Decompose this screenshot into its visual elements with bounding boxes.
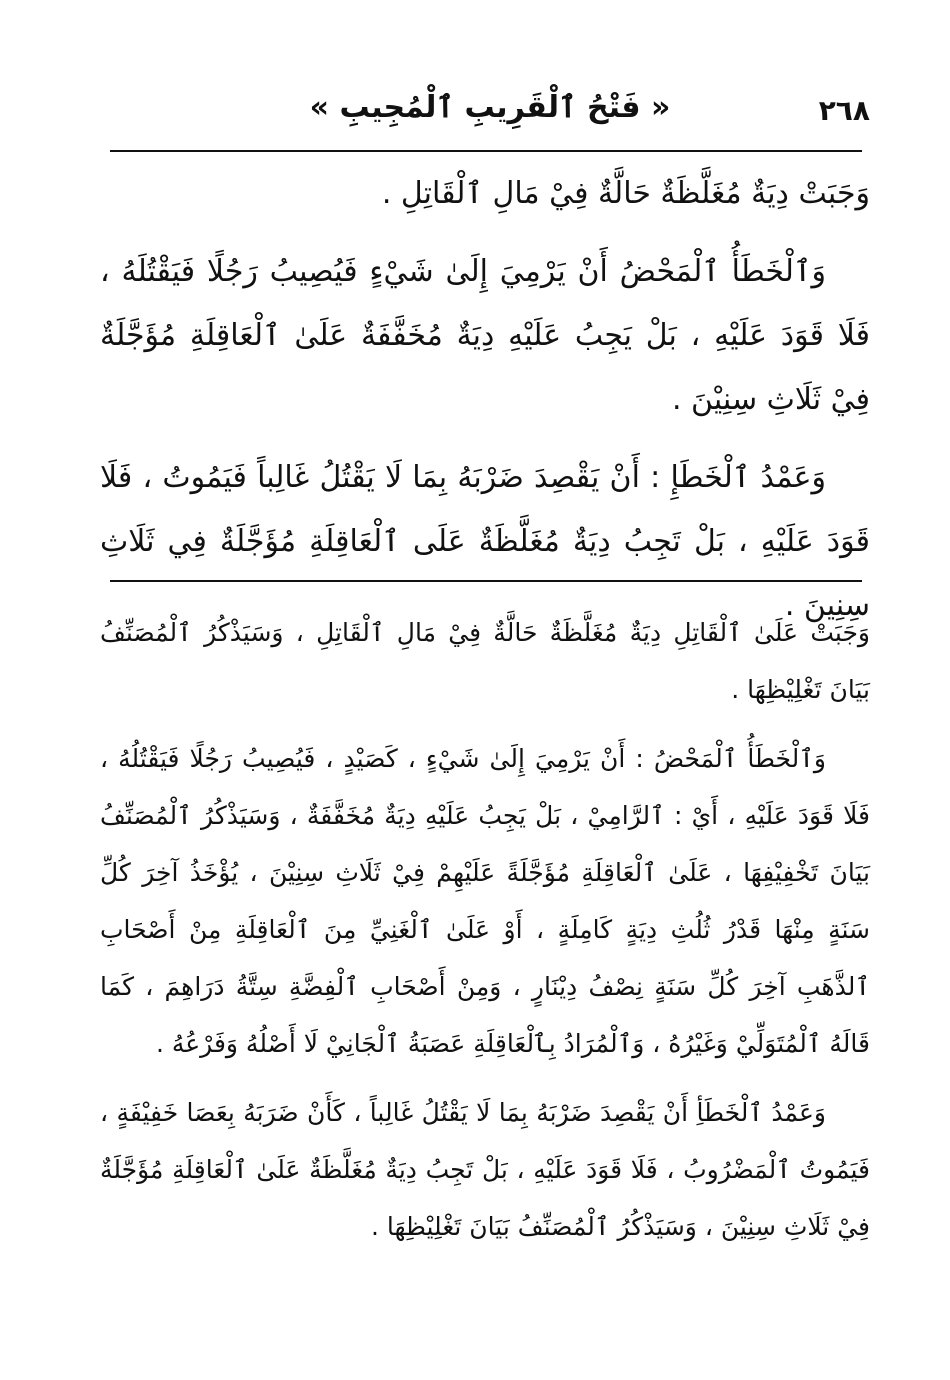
matn-paragraph: وَعَمْدُ ٱلْخَطَإِ : أَنْ يَقْصِدَ ضَرْبَهُ بِمَا لَا يَقْتُلُ غَالِباً فَيَمُوتُ ، فَلَا قَوَدَ عَلَيْهِ ، بَلْ تَجِبُ دِيَةٌ مُغَلَّظَةٌ عَلَى ٱلْعَاقِلَةِ مُؤَجَّلَةٌ فِي ثَلَاثِ سِنِينَ . — [100, 460, 870, 623]
commentary-paragraph: وَعَمْدُ ٱلْخَطَأِ أَنْ يَقْصِدَ ضَرْبَهُ بِمَا لَا يَقْتُلُ غَالِباً ، كَأَنْ ضَرَبَهُ بِعَصَا خَفِيْفَةٍ ، فَيَمُوتُ ٱلْمَضْرُوبُ ، فَلَا قَوَدَ عَلَيْهِ ، بَلْ تَجِبُ دِيَةٌ مُغَلَّظَةٌ عَلَىٰ ٱلْعَاقِلَةِ مُؤَجَّلَةٌ فِيْ ثَلَاثِ سِنِيْنَ ، وَسَيَذْكُرُ ٱلْمُصَنِّفُ بَيَانَ تَغْلِيْظِهَا . — [100, 1098, 870, 1241]
book-title: « فَتْحُ ٱلْقَرِيبِ ٱلْمُجِيبِ » — [309, 90, 671, 125]
header-rule — [110, 150, 862, 152]
commentary-text-block — [100, 604, 870, 1267]
matn-text-block — [100, 162, 870, 652]
commentary-paragraph: وَجَبَتْ عَلَىٰ ٱلْقَاتِلِ دِيَةٌ مُغَلَّظَةٌ حَالَّةٌ فِيْ مَالِ ٱلْقَاتِلِ ، وَسَيَذْكُرُ ٱلْمُصَنِّفُ بَيَانَ تَغْلِيْظِهَا . — [100, 618, 870, 704]
commentary-separator-rule — [110, 580, 862, 582]
page-number: ٢٦٨ — [818, 94, 870, 127]
running-header — [110, 90, 870, 140]
commentary-paragraph: وَٱلْخَطَأُ ٱلْمَحْضُ : أَنْ يَرْمِيَ إِلَىٰ شَيْءٍ ، كَصَيْدٍ ، فَيُصِيبُ رَجُلًا فَيَقْتُلُهُ ، فَلَا قَوَدَ عَلَيْهِ ، أَيْ : ٱلرَّامِيْ ، بَلْ يَجِبُ عَلَيْهِ دِيَةٌ مُخَفَّفَةٌ ، وَسَيَذْكُرُ ٱلْمُصَنِّفُ بَيَانَ تَخْفِيْفِهَا ، عَلَىٰ ٱلْعَاقِلَةِ مُؤَجَّلَةً عَلَيْهِمْ فِيْ ثَلَاثِ سِنِيْنَ ، يُؤْخَذُ آخِرَ كُلِّ سَنَةٍ مِنْهَا قَدْرُ ثُلُثِ دِيَةٍ كَامِلَةٍ ، أَوْ عَلَىٰ ٱلْغَنِيِّ مِنَ ٱلْعَاقِلَةِ مِنْ أَصْحَابِ ٱلذَّهَبِ آخِرَ كُلِّ سَنَةٍ نِصْفُ دِيْنَارٍ ، وَمِنْ أَصْحَابِ ٱلْفِضَّةِ سِتَّةُ دَرَاهِمَ ، كَمَا قَالَهُ ٱلْمُتَوَلِّيْ وَغَيْرُهُ ، وَٱلْمُرَادُ بِٱلْعَاقِلَةِ عَصَبَةُ ٱلْجَانِيْ لَا أَصْلُهُ وَفَرْعُهُ . — [100, 744, 870, 1058]
matn-paragraph: وَجَبَتْ دِيَةٌ مُغَلَّظَةٌ حَالَّةٌ فِيْ مَالِ ٱلْقَاتِلِ . — [381, 176, 870, 211]
matn-paragraph: وَٱلْخَطَأُ ٱلْمَحْضُ أَنْ يَرْمِيَ إِلَىٰ شَيْءٍ فَيُصِيبُ رَجُلًا فَيَقْتُلَهُ ، فَلَا قَوَدَ عَلَيْهِ ، بَلْ يَجِبُ عَلَيْهِ دِيَةٌ مُخَفَّفَةٌ عَلَىٰ ٱلْعَاقِلَةِ مُؤَجَّلَةٌ فِيْ ثَلَاثِ سِنِيْنَ . — [100, 254, 870, 417]
